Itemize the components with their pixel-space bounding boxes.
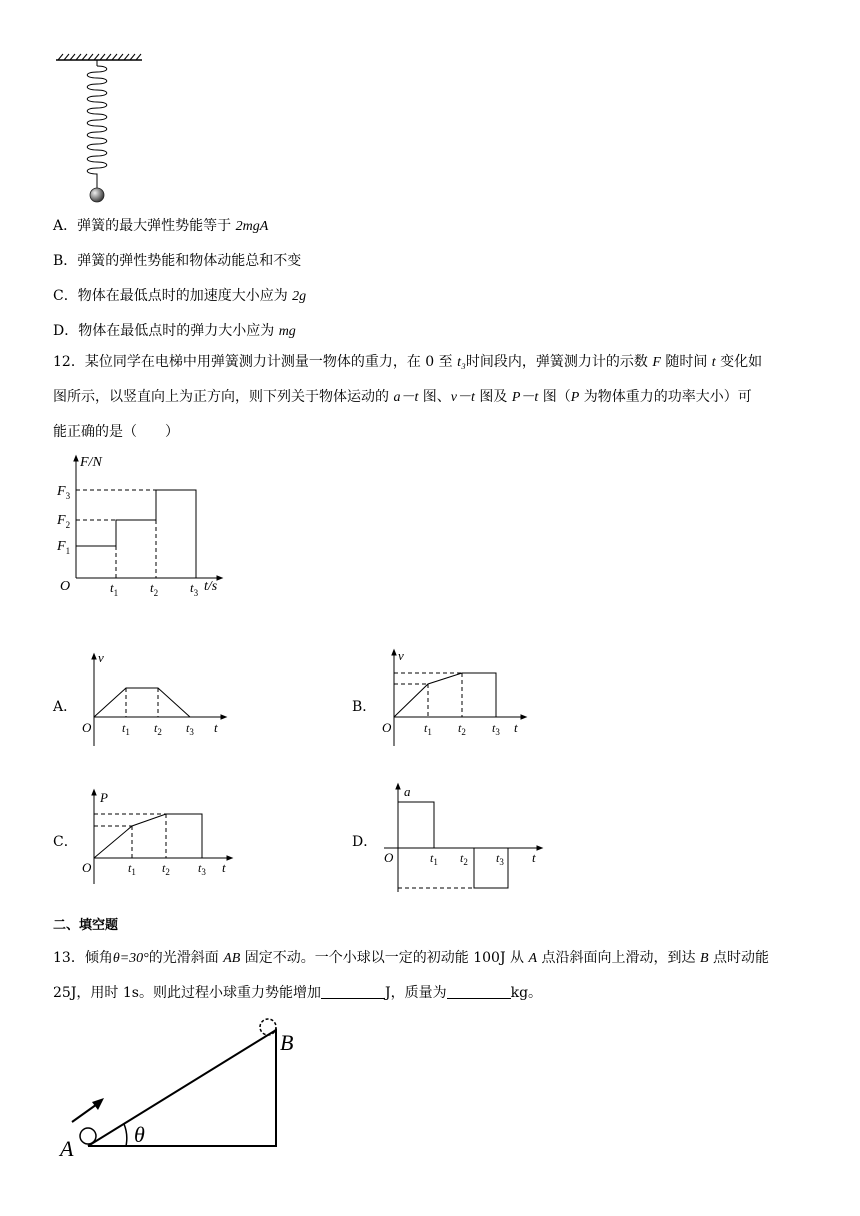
ball-at-b <box>260 1019 276 1035</box>
q12-line1: 12．某位同学在电梯中用弹簧测力计测量一物体的重力，在 0 至 t₃时间段内，弹簧测力计的示数 F 随时间 t 变化如 <box>53 354 763 370</box>
svg-text:a: a <box>404 784 411 799</box>
q12-stem <box>53 345 813 449</box>
q12-option-b-label: B． <box>352 699 377 715</box>
svg-text:t3: $t_3$ <box>496 851 504 867</box>
q11-option-c: C．物体在最低点时的加速度大小应为 2g <box>53 288 307 304</box>
q12-line3: 能正确的是（ ） <box>53 424 179 440</box>
ball-at-a <box>80 1128 96 1144</box>
spring-ball <box>90 188 104 202</box>
svg-text:t1: $t_1$ <box>424 721 432 737</box>
svg-text:t: t <box>214 720 218 735</box>
svg-text:t1: $t_1$ <box>128 861 136 877</box>
q12-option-a-label: A． <box>53 699 78 715</box>
tick-f3: $F_3$ <box>57 484 71 501</box>
q13-stem <box>53 941 823 1010</box>
section-fill-in-title: 二、填空题 <box>53 918 119 933</box>
svg-text:t3: $t_3$ <box>492 721 500 737</box>
option-b-graph <box>376 648 536 760</box>
svg-text:O: O <box>384 850 394 865</box>
tick-f2: $F_2$ <box>57 513 71 530</box>
force-step-line <box>76 490 196 578</box>
svg-text:t: t <box>222 860 226 875</box>
blank-potential-energy[interactable] <box>321 984 385 999</box>
tick-t2: $t_2$ <box>150 580 159 598</box>
svg-text:t2: $t_2$ <box>162 861 170 877</box>
option-c-graph <box>76 784 236 896</box>
force-time-graph <box>50 450 250 600</box>
svg-text:t3: $t_3$ <box>186 721 194 737</box>
blank-mass[interactable] <box>447 984 511 999</box>
svg-text:t: t <box>532 850 536 865</box>
origin-label: O <box>60 579 71 594</box>
q13-line1: 13．倾角θ=30°的光滑斜面 AB 固定不动。一个小球以一定的初动能 100J 从 A 点沿斜面向上滑动，到达 B 点时动能 <box>53 950 769 966</box>
label-a: A <box>60 1136 74 1161</box>
svg-text:v: v <box>98 650 104 665</box>
label-b: B <box>280 1030 294 1055</box>
svg-text:O: O <box>382 720 392 735</box>
svg-text:t: t <box>514 720 518 735</box>
tick-t3: $t_3$ <box>190 580 199 598</box>
tick-f1: $F_1$ <box>57 539 71 556</box>
option-d-graph <box>378 780 548 898</box>
q12-option-d-label: D． <box>352 834 378 850</box>
svg-text:t1: $t_1$ <box>122 721 130 737</box>
q11-option-b: B．弹簧的弹性势能和物体动能总和不变 <box>53 253 302 269</box>
svg-text:t2: $t_2$ <box>154 721 162 737</box>
q12-option-c-label: C． <box>53 834 78 850</box>
svg-text:t2: $t_2$ <box>458 721 466 737</box>
svg-text:t2: $t_2$ <box>460 851 468 867</box>
spring-coil <box>87 66 107 188</box>
x-axis-label: t/s <box>204 579 218 594</box>
q11-option-d: D．物体在最低点时的弹力大小应为 mg <box>53 323 296 339</box>
q13-line2: 25J，用时 1s。则此过程小球重力势能增加 J，质量为 kg。 <box>53 985 543 1001</box>
option-a-graph <box>76 648 236 760</box>
q12-line2: 图所示，以竖直向上为正方向，则下列关于物体运动的 a－t 图、v－t 图及 P－t 图（P 为物体重力的功率大小）可 <box>53 389 752 405</box>
svg-text:v: v <box>398 648 404 663</box>
svg-text:t1: $t_1$ <box>430 851 438 867</box>
svg-text:O: O <box>82 720 92 735</box>
incline-figure <box>54 1018 314 1164</box>
tick-t1: $t_1$ <box>110 580 119 598</box>
label-theta: θ <box>134 1122 145 1147</box>
svg-text:O: O <box>82 860 92 875</box>
spring-figure <box>50 52 150 212</box>
svg-text:P: P <box>100 790 108 805</box>
y-axis-label: F/N <box>80 455 102 470</box>
svg-text:t3: $t_3$ <box>198 861 206 877</box>
q11-option-a: A．弹簧的最大弹性势能等于 2mgA <box>53 218 269 234</box>
